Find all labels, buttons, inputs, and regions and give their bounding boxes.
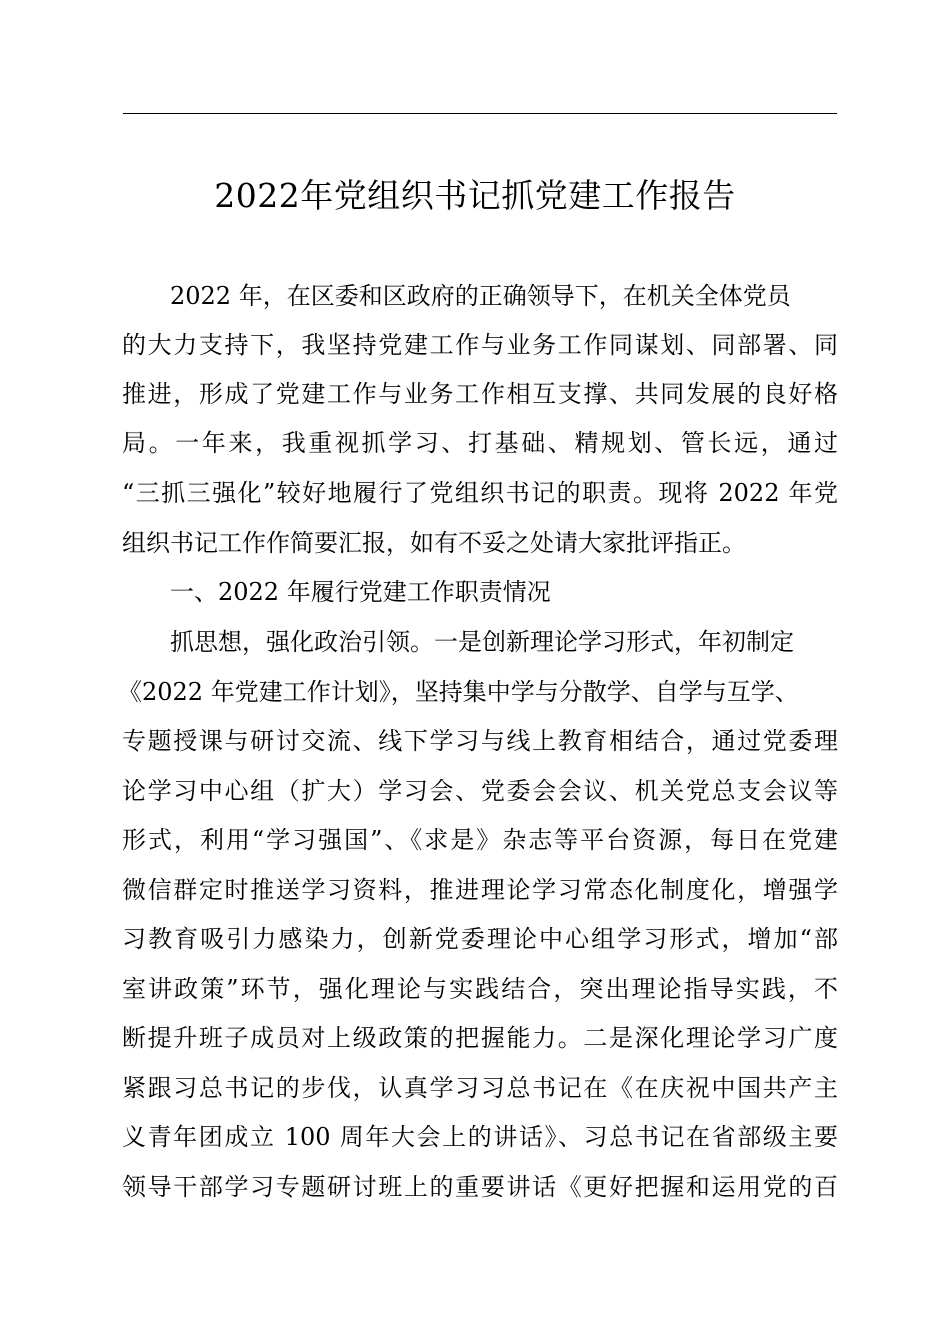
paragraph-line: 室讲政策”环节，强化理论与实践结合，突出理论指导实践，不 (122, 975, 838, 1003)
document-title: 2022年党组织书记抓党建工作报告 (214, 176, 736, 215)
paragraph-line: 抓思想，强化政治引领。一是创新理论学习形式，年初制定 (170, 628, 794, 656)
paragraph-line: 论学习中心组（扩大）学习会、党委会会议、机关党总支会议等 (122, 777, 838, 805)
paragraph-line: 断提升班子成员对上级政策的把握能力。二是深化理论学习广度 (122, 1024, 838, 1052)
paragraph-line: 的大力支持下，我坚持党建工作与业务工作同谋划、同部署、同 (122, 331, 838, 359)
paragraph-line: 习教育吸引力感染力，创新党委理论中心组学习形式，增加“部 (122, 925, 838, 953)
paragraph-line: 2022 年，在区委和区政府的正确领导下，在机关全体党员 (170, 282, 791, 310)
paragraph-line: 专题授课与研讨交流、线下学习与线上教育相结合，通过党委理 (122, 727, 838, 755)
paragraph-line: 局。一年来，我重视抓学习、打基础、精规划、管长远，通过 (122, 429, 838, 457)
paragraph-line: “三抓三强化”较好地履行了党组织书记的职责。现将 2022 年党 (122, 479, 838, 507)
paragraph-line: 组织书记工作作简要汇报，如有不妥之处请大家批评指正。 (122, 529, 746, 557)
paragraph-line: 推进，形成了党建工作与业务工作相互支撑、共同发展的良好格 (122, 380, 838, 408)
paragraph-line: 领导干部学习专题研讨班上的重要讲话《更好把握和运用党的百 (122, 1173, 838, 1201)
paragraph-line: 义青年团成立 100 周年大会上的讲话》、习总书记在省部级主要 (122, 1123, 838, 1151)
paragraph-line: 形式，利用“学习强国”、《求是》杂志等平台资源，每日在党建 (122, 826, 838, 854)
header-rule (123, 113, 837, 114)
paragraph-line: 《2022 年党建工作计划》，坚持集中学与分散学、自学与互学、 (118, 678, 799, 706)
paragraph-line: 微信群定时推送学习资料，推进理论学习常态化制度化，增强学 (122, 876, 838, 904)
section-heading: 一、2022 年履行党建工作职责情况 (170, 578, 551, 606)
paragraph-line: 紧跟习总书记的步伐，认真学习习总书记在《在庆祝中国共产主 (122, 1074, 838, 1102)
